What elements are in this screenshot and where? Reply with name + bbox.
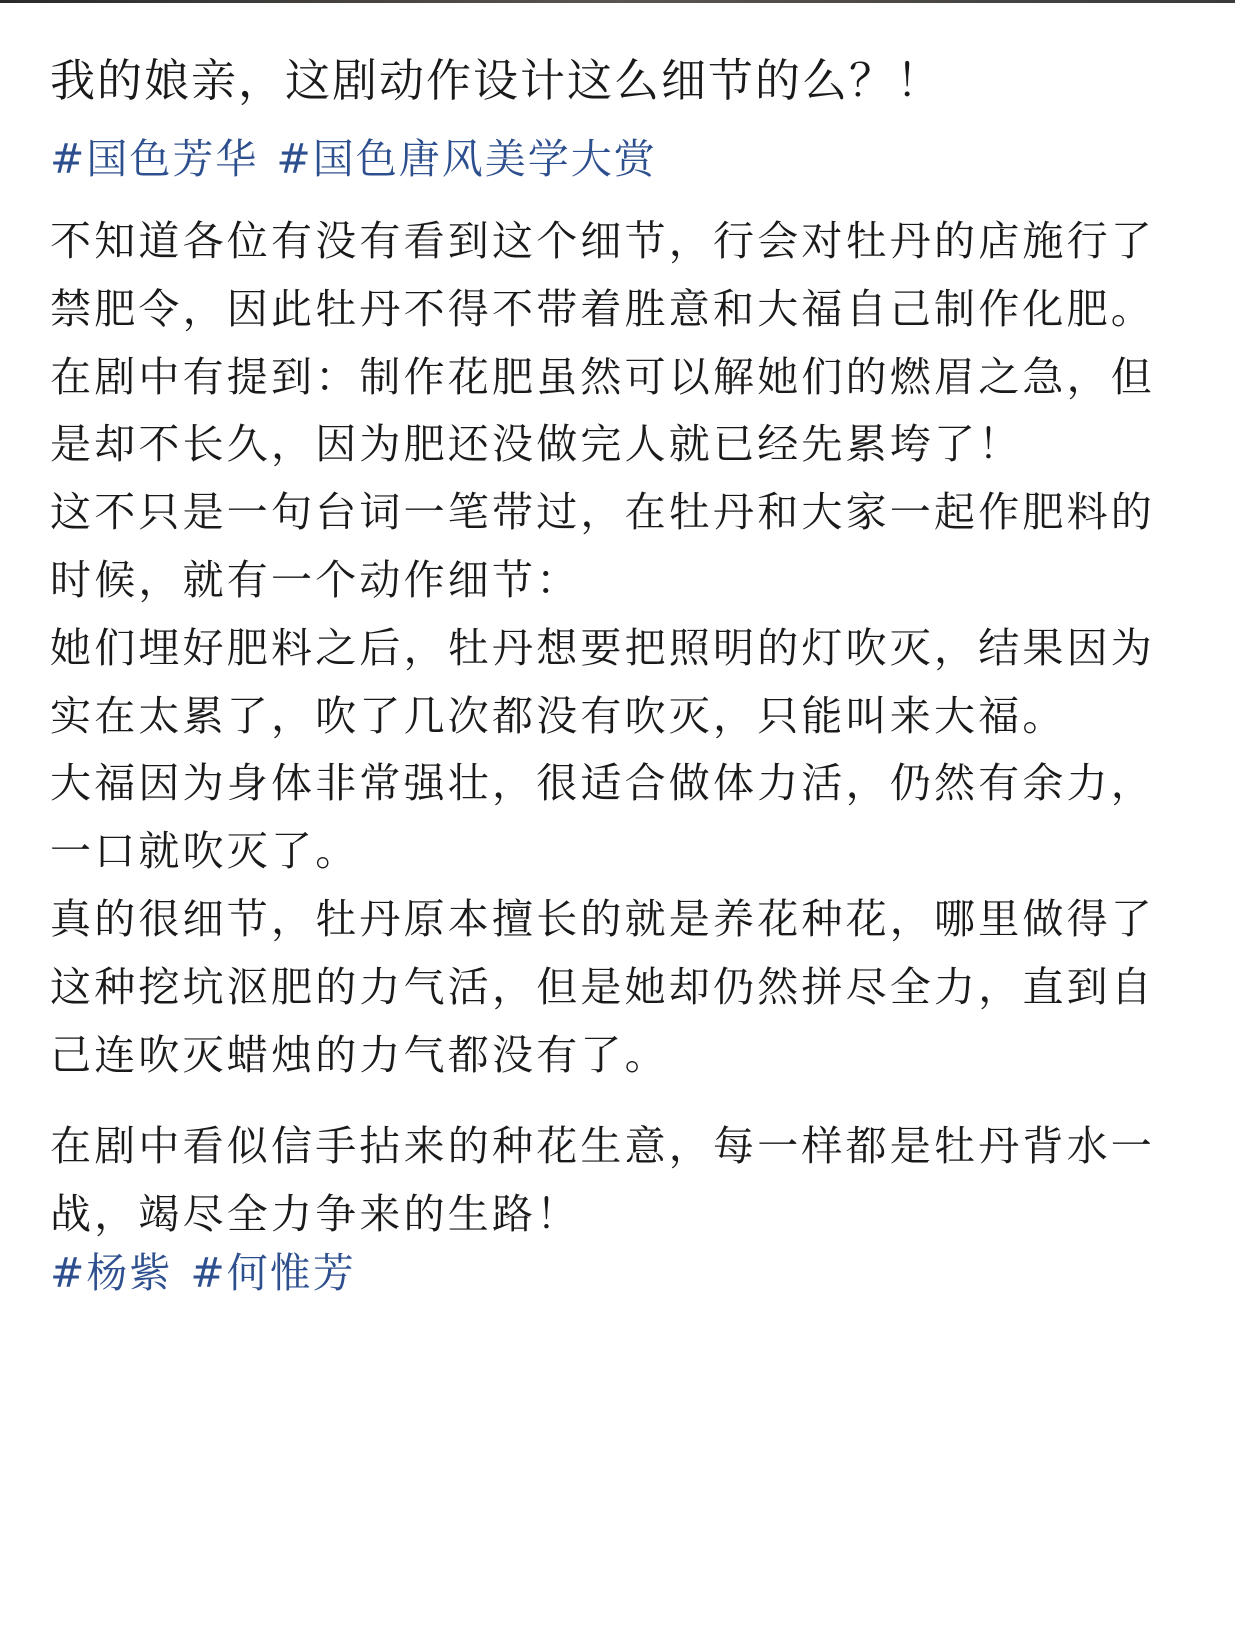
post-title: 我的娘亲，这剧动作设计这么细节的么？！ [50,54,944,107]
hashtag-yangzi[interactable]: #杨紫 [50,1248,173,1297]
paragraph: 这不只是一句台词一笔带过，在牡丹和大家一起作肥料的时候，就有一个动作细节： [50,488,1155,604]
paragraph: 真的很细节，牡丹原本擅长的就是养花种花，哪里做得了这种挖坑沤肥的力气活，但是她却仍然拼尽全力，直到自己连吹灭蜡烛的力气都没有了。 [50,894,1155,1079]
bottom-hashtags [50,1248,1200,1297]
paragraph: 大福因为身体非常强壮，很适合做体力活，仍然有余力，一口就吹灭了。 [50,759,1155,876]
post-body [50,208,1200,1249]
top-hashtags [50,135,1200,183]
paragraph: 不知道各位有没有看到这个细节，行会对牡丹的店施行了禁肥令，因此牡丹不得不带着胜意和大福自己制作化肥。 [50,217,1155,333]
paragraph: 在剧中看似信手拈来的种花生意，每一样都是牡丹背水一战，竭尽全力争来的生路！ [50,1122,1155,1239]
paragraph: 在剧中有提到：制作花肥虽然可以解她们的燃眉之急，但是却不长久，因为肥还没做完人就已经先累垮了！ [50,352,1155,469]
top-image-edge [0,0,1235,3]
paragraph-gap [50,1089,1200,1113]
post-content [50,54,1200,1297]
paragraph: 她们埋好肥料之后，牡丹想要把照明的灯吹灭，结果因为实在太累了，吹了几次都没有吹灭，只能叫来大福。 [50,623,1155,740]
hashtag-heweifang[interactable]: #何惟芳 [190,1248,356,1297]
hashtag-guosefanghua[interactable]: #国色芳华 [50,135,259,183]
hashtag-guose-tangfeng-meixue-dashang[interactable]: #国色唐风美学大赏 [276,135,657,183]
